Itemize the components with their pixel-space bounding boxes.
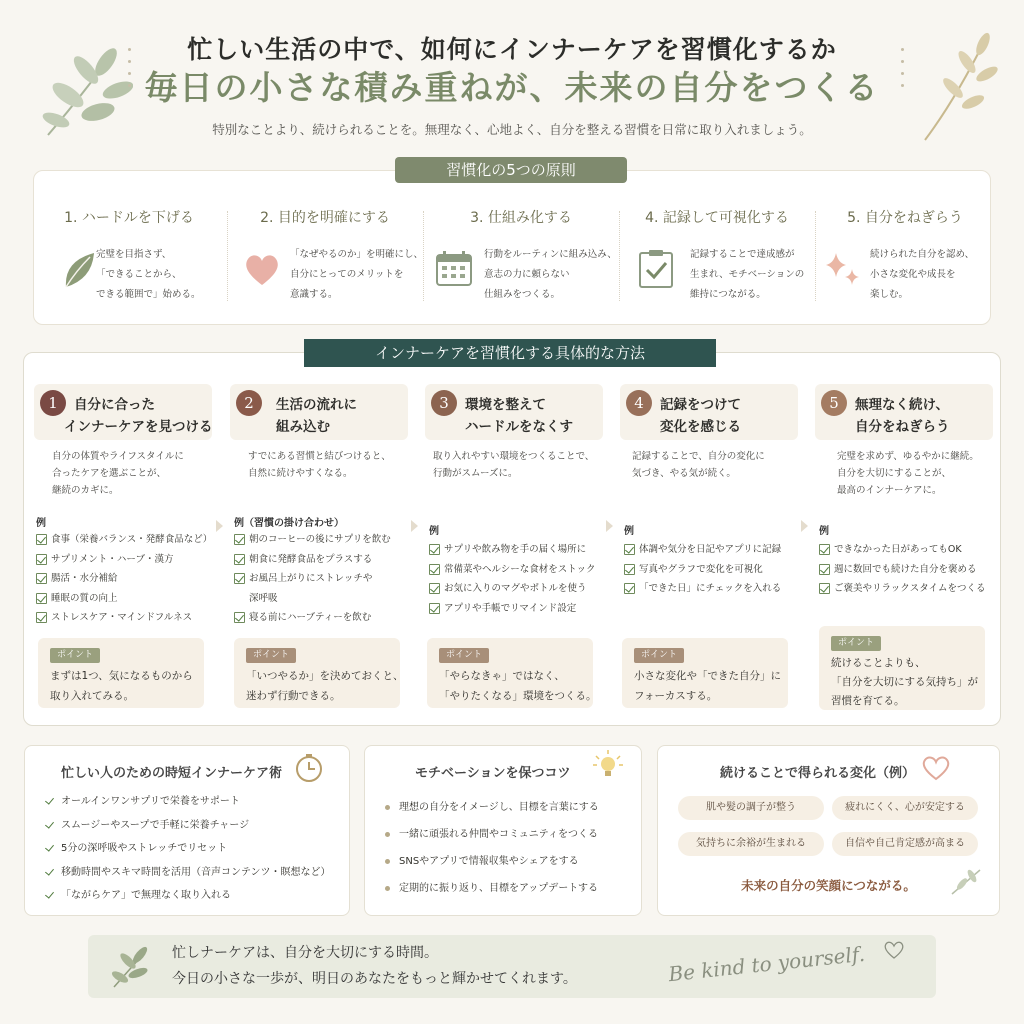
changes-footer: 未来の自分の笑顔につながる。 [741, 878, 916, 893]
footer-line-1: 忙しナーケアは、自分を大切にする時間。 [172, 945, 438, 961]
leaf-sprig-icon [106, 943, 154, 991]
motivation-panel [364, 745, 642, 916]
list-item: お気に入りのマグやボトルを使う [429, 579, 595, 599]
list-item: 「ながらケア」で無理なく取り入れる [45, 884, 331, 908]
method-number: 1 [40, 390, 66, 416]
calendar-icon [432, 247, 476, 291]
method-number: 4 [626, 390, 652, 416]
example-label: 例 [624, 526, 634, 537]
principle-title: 3. 仕組み化する [470, 210, 572, 226]
example-list [819, 540, 986, 599]
list-item: 移動時間やスキマ時間を活用（音声コンテンツ・瞑想など） [45, 861, 331, 885]
list-item: 理想の自分をイメージし、目標を言葉にする [385, 794, 599, 821]
principle-4 [622, 171, 812, 326]
point-text: 「いつやるか」を決めておくと、 迷わず行動できる。 [246, 670, 404, 702]
principle-5 [818, 171, 992, 326]
principle-text: 記録することで達成感が 生まれ、モチベーションの 維持につながる。 [690, 249, 805, 300]
example-list [36, 530, 212, 628]
method-title: 環境を整えて ハードルをなくす [465, 397, 573, 435]
principle-title: 4. 記録して可視化する [645, 210, 789, 226]
list-item: ご褒美やリラックスタイムをつくる [819, 579, 986, 599]
point-box [819, 626, 985, 710]
example-label: 例 [36, 518, 46, 529]
sprig-icon [948, 866, 984, 896]
principle-3 [426, 171, 616, 326]
motivation-list [385, 794, 599, 902]
tips-list [45, 790, 331, 908]
list-item: 写真やグラフで変化を可視化 [624, 560, 781, 580]
example-list [429, 540, 595, 618]
change-pill: 肌や髪の調子が整う [678, 796, 824, 820]
list-item: お風呂上がりにストレッチや [234, 569, 391, 589]
list-item: ストレスケア・マインドフルネス [36, 608, 212, 628]
point-box [38, 638, 204, 708]
tips-title: 忙しい人のための時短インナーケア術 [61, 766, 283, 781]
point-box [622, 638, 788, 708]
list-item: 定期的に振り返り、目標をアップデートする [385, 875, 599, 902]
principle-title: 1. ハードルを下げる [64, 210, 194, 226]
heart-outline-icon [920, 754, 952, 782]
list-item: 常備菜やヘルシーな食材をストック [429, 560, 595, 580]
clock-icon [293, 752, 325, 784]
principles-banner: 習慣化の5つの原則 [395, 157, 627, 183]
point-text: 続けることよりも、 「自分を大切にする気持ち」が 習慣を育てる。 [831, 657, 978, 707]
footer-banner [88, 935, 936, 998]
list-item: サプリや飲み物を手の届く場所に [429, 540, 595, 560]
changes-panel [657, 745, 1000, 916]
principle-1 [34, 171, 224, 326]
point-tag: ポイント [246, 648, 296, 663]
method-title: 記録をつけて 変化を感じる [660, 397, 741, 435]
example-list [234, 530, 391, 628]
method-title: 無理なく続け、 自分をねぎらう [855, 397, 950, 435]
list-item: 食事（栄養バランス・発酵食品など） [36, 530, 212, 550]
point-box [234, 638, 404, 708]
page-subtitle: 特別なことより、続けられることを。無理なく、心地よく、自分を整える習慣を日常に取り入れましょう。 [212, 122, 812, 137]
change-pill: 自信や自己肯定感が高まる [832, 832, 978, 856]
sparkle-icon [822, 247, 866, 291]
tips-panel [24, 745, 350, 916]
method-title: 生活の流れに 組み込む [276, 397, 357, 435]
example-label: 例（習慣の掛け合わせ） [234, 518, 344, 529]
example-label: 例 [429, 526, 439, 537]
footer-line-2: 今日の小さな一歩が、明日のあなたをもっと輝かせてくれます。 [172, 971, 577, 987]
list-item: 寝る前にハーブティーを飲む [234, 608, 391, 628]
list-item: できなかった日があってもOK [819, 540, 986, 560]
heart-icon [240, 247, 284, 291]
point-tag: ポイント [634, 648, 684, 663]
list-item: 睡眠の質の向上 [36, 589, 212, 609]
point-text: 小さな変化や「できた自分」に フォーカスする。 [634, 670, 781, 702]
point-text: まずは1つ、気になるものから 取り入れてみる。 [50, 670, 193, 702]
point-tag: ポイント [439, 648, 489, 663]
list-item: 週に数回でも続けた自分を褒める [819, 560, 986, 580]
method-number: 3 [431, 390, 457, 416]
list-item: 一緒に頑張れる仲間やコミュニティをつくる [385, 821, 599, 848]
page-title: 毎日の小さな積み重ねが、未来の自分をつくる [144, 68, 880, 107]
methods-banner: インナーケアを習慣化する具体的な方法 [304, 339, 716, 367]
method-description: 自分の体質やライフスタイルに 合ったケアを選ぶことが、 継続のカギに。 [52, 451, 184, 496]
principle-text: 行動をルーティンに組み込み、 意志の力に頼らない 仕組みをつくる。 [484, 249, 617, 300]
chevron-right-icon [606, 520, 613, 532]
method-description: すでにある習慣と結びつけると、 自然に続けやすくなる。 [248, 451, 391, 479]
chevron-right-icon [801, 520, 808, 532]
principle-text: 「なぜやるのか」を明確にし、 自分にとってのメリットを 意識する。 [290, 249, 424, 300]
list-item: 腸活・水分補給 [36, 569, 212, 589]
method-description: 完璧を求めず、ゆるやかに継続。 自分を大切にすることが、 最高のインナーケアに。 [837, 451, 979, 496]
heart-outline-icon [882, 939, 906, 961]
list-item: SNSやアプリで情報収集やシェアをする [385, 848, 599, 875]
list-item: 朝のコーヒーの後にサプリを飲む [234, 530, 391, 550]
chevron-right-icon [216, 520, 223, 532]
list-item: オールインワンサプリで栄養をサポート [45, 790, 331, 814]
main-title: 忙しい生活の中で、如何にインナーケアを習慣化するか [187, 35, 837, 64]
principle-title: 2. 目的を明確にする [260, 210, 390, 226]
list-item: 深呼吸 [249, 592, 278, 604]
list-item: アプリや手帳でリマインド設定 [429, 599, 595, 619]
footer-script: Be kind to yourself. [667, 941, 866, 987]
example-list [624, 540, 781, 599]
principle-text: 続けられた自分を認め、 小さな変化や成長を 楽しむ。 [870, 249, 975, 300]
method-number: 5 [821, 390, 847, 416]
list-item: 「できた日」にチェックを入れる [624, 579, 781, 599]
chevron-right-icon [411, 520, 418, 532]
changes-title: 続けることで得られる変化（例） [720, 766, 916, 781]
method-description: 記録することで、自分の変化に 気づき、やる気が続く。 [632, 451, 765, 479]
motivation-title: モチベーションを保つコツ [415, 766, 571, 781]
point-text: 「やらなきゃ」ではなく、 「やりたくなる」環境をつくる。 [439, 670, 597, 702]
principle-2 [230, 171, 424, 326]
change-pill: 疲れにくく、心が安定する [832, 796, 978, 820]
checklist-icon [634, 247, 678, 291]
method-title: 自分に合った インナーケアを見つける [64, 397, 213, 435]
leaf-icon [56, 247, 100, 291]
principle-text: 完璧を目指さず、 「できることから、 できる範囲で」始める。 [96, 249, 201, 300]
change-pill: 気持ちに余裕が生まれる [678, 832, 824, 856]
list-item: 朝食に発酵食品をプラスする [234, 550, 391, 570]
point-box [427, 638, 597, 708]
method-number: 2 [236, 390, 262, 416]
list-item: 5分の深呼吸やストレッチでリセット [45, 837, 331, 861]
principles-panel [33, 170, 991, 325]
list-item: スムージーやスープで手軽に栄養チャージ [45, 814, 331, 838]
list-item: サプリメント・ハーブ・漢方 [36, 550, 212, 570]
list-item: 体調や気分を日記やアプリに記録 [624, 540, 781, 560]
example-label: 例 [819, 526, 829, 537]
lightbulb-icon [591, 748, 625, 784]
point-tag: ポイント [50, 648, 100, 663]
method-description: 取り入れやすい環境をつくることで、 行動がスムーズに。 [433, 451, 595, 479]
principle-title: 5. 自分をねぎらう [847, 210, 963, 226]
point-tag: ポイント [831, 636, 881, 651]
